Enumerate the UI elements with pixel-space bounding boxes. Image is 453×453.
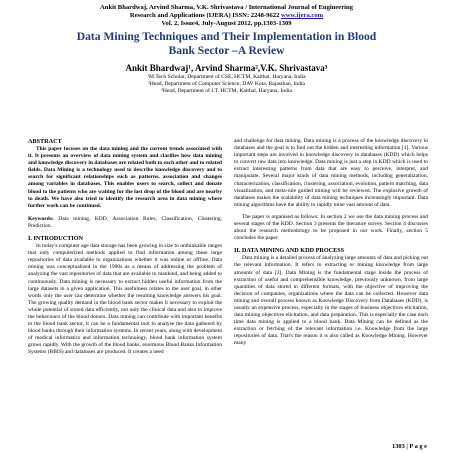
affiliation-2: ²Head, Department of Computer Science, DAV Kota, Rajasthan, India	[148, 81, 305, 87]
journal-website-link[interactable]: www.ijera.com	[281, 12, 324, 19]
journal-header	[0, 4, 453, 28]
introduction-text: In today's computer age data storage has been growing in size to unthinkable ranges that only computerized methods applied to find information among these large repositories of data available to organizations whether it was online or offline. Data mining was conceptualized in the 1990s as a means of addressing the problem of analyzing the vast repositories of data that are available to mankind, and being added to continuously. Data mining is necessary to extract hidden useful information from the large datasets in a given application. This usefulness relates to the user goal, in other words only the user can determine whether the resulting knowledge answers his goal. The growing quality demand in the blood bank sector makes it necessary to exploit the whole potential of stored data efficiently, not only the clinical data and also to improve the behaviours of the blood donors. Data mining can contribute with important benefits to the blood bank sector, it can be a fundamental tool to analyse the data gathered by blood banks through their information systems. In recent years, along with development of medical informatics and information technology, blood bank information system grows rapidly. With the growth of the blood banks, enormous Blood Banks Information Systems (BBIS) and databases are produced. It creates a need	[28, 243, 222, 356]
right-column	[234, 138, 428, 444]
abstract-text: This paper focuses on the data mining and the current trends associated with it. It presents an overview of data mining system and clarifies how data mining and knowledge discovery in databases are related both to each other and to related fields. Data Mining is a technology used to describe knowledge discovery and to search for significant relationships such as patterns, association and changes among variables in databases. This enables users to search, collect and donate blood to the patients who are waiting for the last drop of the blood and are nearby to death. We have also tried to identify the research area in data mining where further work can be continued.	[28, 146, 222, 209]
right-paragraph-1: and challenge for data mining. Data mining is a process of the knowledge discovery in databases and the goal is to find out the hidden and interesting information [1]. Various important steps are involved in knowledge discovery in databases (KDD) which helps to convert raw data into knowledge. Data mining is just a step in KDD which is used to extract interesting patterns from data that are easy to perceive, interpret, and manipulate. Several major kinds of data mining methods, including generalization, characterization, classification, clustering, association, evolution, pattern matching, data visualization, and meta-rule guided mining will be reviewed. The explosive growth of databases makes the scalability of data mining techniques increasingly important. Data mining algorithms have the ability to rapidly mine vast amount of data.	[234, 138, 428, 208]
keywords-label: Keywords:	[28, 215, 54, 222]
section-2-text: Data mining is a detailed process of analyzing large amounts of data and picking out the relevant information. It refers to extracting or mining knowledge from large amounts of data [2]. Data Mining is the fundamental stage inside the process of extraction of useful and comprehensible knowledge, previously unknown, from large quantities of data stored in different formats, with the objective of improving the decision of companies, organizations where the data can be collected. However data mining and overall process known as Knowledge Discovery from Databases (KDD), is usually an expensive process, especially in the stages of business objectives elicitation, data mining objectives elicitation, and data preparation. This is especially the case each time data mining is applied to a blood bank. Data Mining can be defined as the extraction or fetching of the relevant information i.e. Knowledge from the large repositories of data. That's the reason it is also called as Knowledge Mining. However many	[234, 255, 428, 347]
right-paragraph-2: The paper is organised as follows: In section 2 we use the data mining process and several stages of the KDD. Section 3 presents the literature survey. Section 4 discusses about the research methodology to be proposed in our work. Finally, section 5 concludes the paper.	[234, 213, 428, 242]
left-column	[28, 138, 222, 444]
abstract-heading: ABSTRACT	[28, 138, 62, 145]
body-columns	[28, 138, 428, 444]
page-number: 1303 | P a g e	[392, 443, 427, 450]
title-line-1: Data Mining Techniques and Their Implementation in Blood	[76, 30, 377, 43]
paper-title	[0, 30, 453, 58]
header-line-2	[0, 12, 453, 20]
section-2-heading: II. DATA MINING AND KDD PROCESS	[234, 247, 345, 255]
header-line-3: Vol. 2, Issue4, July-August 2012, pp.1303-1309	[161, 20, 292, 27]
header-line-1: Ankit Bhardwaj, Arvind Sharma, V.K. Shrivastava / International Journal of Engineering	[100, 4, 353, 11]
title-line-2: Bank Sector –A Review	[168, 44, 285, 57]
authors: Ankit Bhardwaj¹, Arvind Sharma²,V.K. Shrivastava³	[125, 63, 328, 73]
affiliations	[0, 74, 453, 95]
header-line-2-text: Research and Applications (IJERA) ISSN: 2248-9622	[129, 12, 280, 19]
affiliation-1: ¹M.Tech Scholar, Department of CSE, HCTM, Kaithal, Haryana, India	[147, 74, 306, 80]
introduction-heading: I. INTRODUCTION	[28, 235, 84, 243]
affiliation-3: ³Head, Department of I.T, HCTM, Kaithal, Haryana, India	[161, 88, 292, 94]
keywords-text: Data mining, KDD, Association Rules, Classification, Clustering, Prediction.	[28, 215, 222, 229]
keywords	[28, 216, 222, 230]
